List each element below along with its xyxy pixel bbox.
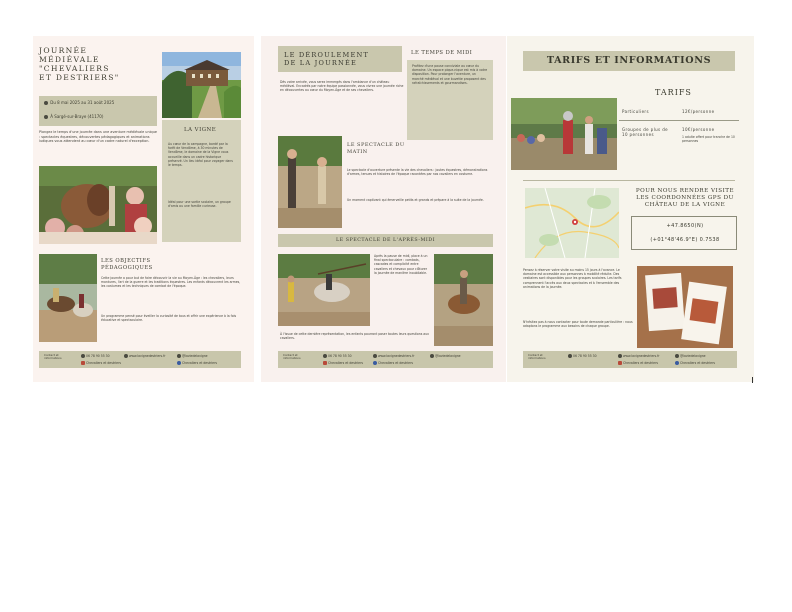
midi-text: Profitez d'une pause conviviale au cœur du domaine. Un espace pique-nique est mis à votre disposition. Pour prolonger l'aventure, un marché médiéval et une buvette proposent des rafraîchissements et gourmandises. [412,64,488,85]
gps-latitude: +47.8650(N) [666,223,704,229]
footer-phone[interactable]: 06 78 90 55 30 [86,354,110,358]
footer-phone[interactable]: 06 78 90 55 30 [328,354,352,358]
vigne-text: Au cœur de la campagne, bordé par la forêt de Vendôme, à 30 minutes de Vendôme, le domaine de la Vigne vous accueille dans un cadre historique préservé. Un lieu idéal pour voyager dans le temps. [168,142,233,168]
deroulement-heading: DE LA JOURNÉE [284,59,357,68]
instagram-icon [675,354,679,358]
phone-icon [323,354,327,358]
knights-crowd-photo [511,98,617,170]
instagram-icon [177,354,181,358]
matin-text-2: Un moment captivant qui émerveille petits et grands et prépare à la suite de la journée. [347,198,484,202]
globe-icon [373,354,377,358]
date-box [39,96,157,126]
price-row-2-label: Groupes de plus de 10 personnes [622,127,669,137]
gps-box [631,216,737,250]
deroulement-heading: LE DÉROULEMENT [284,51,370,59]
tarifs-heading: TARIFS [655,88,692,97]
vigne-text-2: Idéal pour une sortie scolaire, un groupe d'amis ou une famille curieuse. [168,200,231,209]
price-row-1-label: Particuliers [622,109,649,114]
footer-label: Contact et informations [528,353,546,361]
matin-heading: LE SPECTACLE DU MATIN [347,142,405,155]
footer-facebook[interactable]: Chevaliers et destriers [378,361,413,365]
objectifs-heading: LES OBJECTIFS PÉDAGOGIQUES [101,258,153,271]
phone-icon [568,354,572,358]
horse-icon [323,361,327,365]
footer-website[interactable]: www.lavignedestriers.fr [378,354,415,358]
falconry-photo [278,136,342,228]
location-pin-icon [44,115,48,119]
horse-icon [618,361,622,365]
horse-icon [81,361,85,365]
deroulement-box [278,46,402,72]
title-line: JOURNÉE [39,46,88,55]
brochure-panel-2 [261,36,506,382]
info-text: Pensez à réserver votre visite au moins 15 jours à l'avance. Le domaine est accessible aux personnes à mobilité réduite. Des vestiaires sont disponibles pour les groupes scolaires. Les tarifs comprennent l'accès aux deux spectacles et à l'ensemble des animations de la journée. [523,268,622,289]
divider [523,180,735,181]
horse-children-photo [39,166,157,244]
brochure-panel-1 [33,36,254,382]
footer-label: Contact et informations [44,353,62,361]
contact-footer [523,351,737,368]
globe-icon [124,354,128,358]
am-banner [278,234,493,247]
brochure-panel-3 [507,36,754,382]
facebook-icon [675,361,679,365]
phone-icon [81,354,85,358]
price-row-2-note: 1 adulte offert pour tranche de 10 personnes [682,135,735,144]
price-row-1-value: 12€/personne [682,109,715,114]
instagram-icon [430,354,434,358]
footer-instagram[interactable]: @laviedelavigne [680,354,706,358]
facebook-icon [177,361,181,365]
footer-website[interactable]: www.lavignedestriers.fr [623,354,660,358]
location-map[interactable] [525,188,619,258]
objectifs-text-2: Un programme pensé pour éveiller la curiosité de tous et offrir une expérience à la fois éducative et spectaculaire. [101,314,237,323]
am-heading: LE SPECTACLE DE L'APRÈS-MIDI [336,238,435,243]
footer-label: Contact et informations [283,353,301,361]
gps-longitude: (+01°48'46.9"E) 0.7538 [650,237,720,243]
knights-photo [39,254,97,342]
intro-text: Plongez le temps d'une journée dans une aventure médiévale unique : spectacles équestres, découvertes pédagogiques et animations ludiques vous attendent au cœur d'un cadre naturel d'exception. [39,130,157,144]
title-line: "CHEVALIERS [39,64,110,73]
tarifs-banner [523,51,735,71]
contact-footer [39,351,241,368]
midi-box [407,60,493,140]
calendar-icon [44,101,48,105]
main-title [39,46,157,82]
rider-photo [434,254,493,346]
title-line: ET DESTRIERS" [39,73,120,82]
footer-cavaliers: Chevaliers et destriers [328,361,363,365]
footer-facebook[interactable]: Chevaliers et destriers [182,361,217,365]
joust-photo [278,254,370,326]
deroulement-text: Dès votre arrivée, vous serez immergés dans l'ambiance d'un château médiéval. Encadrés par notre équipe passionnée, vous vivrez une journée riche en découvertes au cœur du Moyen-Âge et de ses chevaliers. [280,80,404,93]
footer-facebook[interactable]: Chevaliers et destriers [680,361,715,365]
objectifs-text: Cette journée a pour but de faire découvrir la vie au Moyen-Âge : les chevaliers, leurs montures, l'art de la guerre et les traditions équestres. Les enfants découvrent les armes, les costumes et les techniques de combat de l'époque. [101,276,241,289]
tarifs-infos-heading: TARIFS ET INFORMATIONS [546,55,712,66]
footer-phone[interactable]: 06 78 90 55 30 [573,354,597,358]
event-place: À Sargé-sur-Braye (41170) [50,114,104,119]
visit-heading: POUR NOUS RENDRE VISITE LES COORDONNÉES GPS DU CHÂTEAU DE LA VIGNE [635,188,735,208]
footer-cavaliers: Chevaliers et destriers [623,361,658,365]
event-date: Du 8 mai 2025 au 31 août 2025 [50,100,115,105]
footer-instagram[interactable]: @laviedelavigne [182,354,208,358]
title-line: MÉDIÉVALE [39,55,100,64]
info-text-2: N'hésitez pas à nous contacter pour toute demande particulière : nous adaptons le programme aux besoins de chaque groupe. [523,320,633,329]
contact-footer [278,351,493,368]
brochure-photo [637,266,733,348]
globe-icon [618,354,622,358]
divider [619,120,739,121]
midi-heading: LE TEMPS DE MIDI [411,50,473,56]
am-text: Après la pause de midi, place à un final spectaculaire : combats, cascades et complicité entre cavaliers et chevaux pour clôturer la journée de manière inoubliable. [374,254,428,275]
footer-website[interactable]: www.lavignedestriers.fr [129,354,166,358]
matin-text: Le spectacle d'ouverture présente la vie des chevaliers : joutes équestres, démonstrations d'armes, tenues et histoires de l'époque racontées par nos cavaliers en costume. [347,168,488,177]
facebook-icon [373,361,377,365]
footer-cavaliers: Chevaliers et destriers [86,361,121,365]
crop-mark [752,377,753,383]
castle-photo [162,52,241,118]
price-row-2-value: 10€/personne [682,127,715,132]
vigne-heading: LA VIGNE [184,127,217,133]
am-text-2: À l'issue de cette dernière représentation, les enfants pourront poser toutes leurs questions aux cavaliers. [280,332,429,341]
footer-instagram[interactable]: @laviedelavigne [435,354,461,358]
vigne-box [162,120,241,242]
